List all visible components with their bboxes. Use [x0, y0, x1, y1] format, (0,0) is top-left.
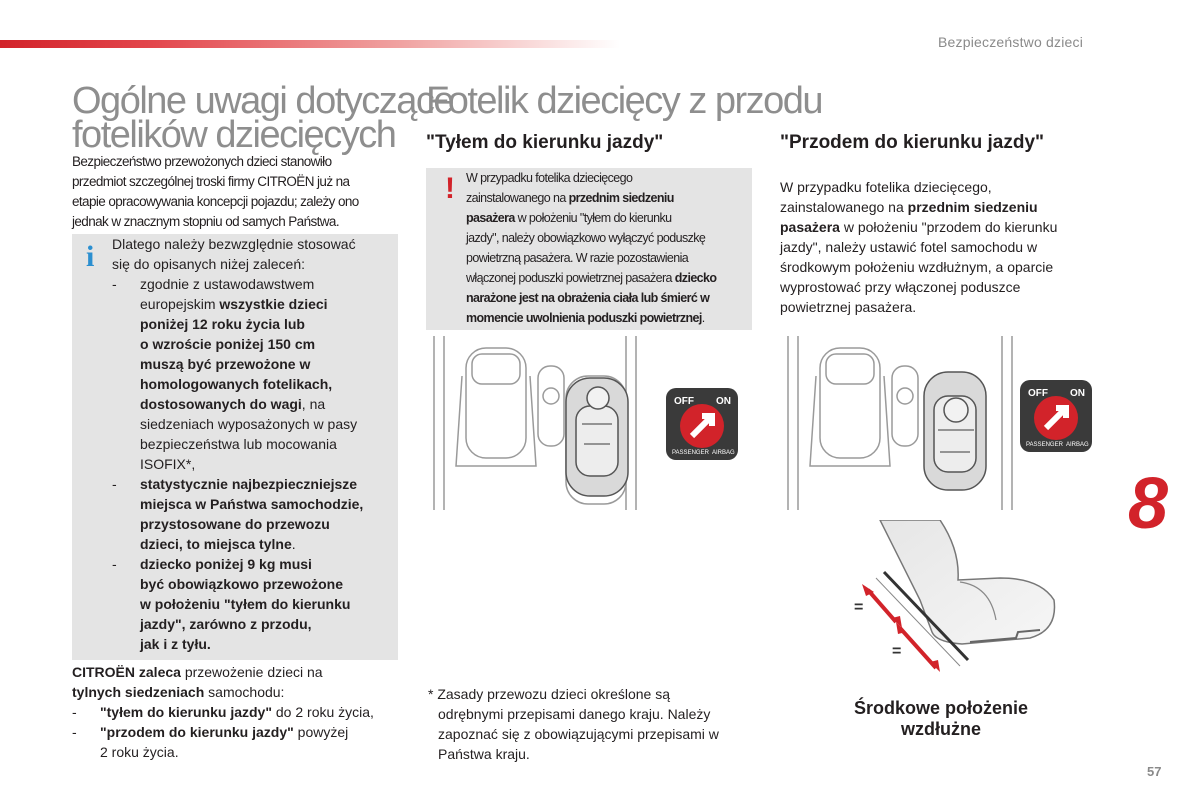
warning-text: W przypadku fotelika dziecięcego zainstalowanego na przednim siedzeniu pasażera w położeniu "tyłem do kierunku jazdy", należy obowiązkowo wyłączyć poduszkę powietrzną pasażera. W razie pozostawienia włączonej poduszki powietrznej pasażera dziecko narażone jest na obrażenia ciała lub śmierć w momencie uwolnienia poduszki powietrznej. [466, 171, 717, 325]
info-intro: Dlatego należy bezwzględnie stosować się do opisanych niżej zaleceń: [112, 236, 356, 272]
seat-position-caption: Środkowe położenie wzdłużne [853, 698, 1029, 739]
info-list-item: - dziecko poniżej 9 kg musi być obowiązkowo przewożone w położeniu "tyłem do kierunku jazdy", zarówno z przodu, jak i z tyłu. [112, 556, 351, 652]
rear-facing-seat-illustration [426, 336, 752, 510]
airbag-switch-front [1020, 380, 1092, 452]
warning-icon: ! [445, 172, 455, 205]
left-title-line2: fotelików dziecięcych [72, 114, 396, 156]
subtitle-rear-facing: "Tyłem do kierunku jazdy" [426, 132, 664, 153]
forward-facing-seat-illustration [780, 336, 1106, 510]
info-list-item: - zgodnie z ustawodawstwem europejskim wszystkie dzieci poniżej 12 roku życia lub o wzroście poniżej 150 cm muszą być przewożone w homologowanych fotelikach, dostosowanych do wagi, na siedzeniach wyposażonych w pasy bezpieczeństwa lub mocowania ISOFIX*, [112, 276, 358, 472]
svg-text:PASSENGER: PASSENGER [1026, 442, 1063, 448]
footnote: * Zasady przewozu dzieci określone są odrębnymi przepisami danego kraju. Należy zapoznać się z obowiązującymi przepisami w Państwa kraju. [428, 686, 719, 762]
svg-text:OFF: OFF [674, 396, 694, 407]
info-list-item: - statystycznie najbezpieczniejsze miejsca w Państwa samochodzie, przystosowane do przewozu dzieci, to miejsca tylne. [112, 476, 364, 552]
intro-paragraph: Bezpieczeństwo przewożonych dzieci stanowiło przedmiot szczególnej troski firmy CITROËN już na etapie opracowywania koncepcji pojazdu; zależy ono jednak w znacznym stopniu od samych Państwa. [72, 154, 359, 229]
left-title-line1: Ogólne uwagi dotyczące [72, 80, 454, 122]
svg-text:OFF: OFF [1028, 388, 1048, 399]
svg-text:ON: ON [1070, 388, 1085, 399]
section-title: Bezpieczeństwo dzieci [938, 34, 1084, 50]
svg-text:=: = [892, 643, 902, 660]
forward-facing-text: W przypadku fotelika dziecięcego, zainstalowanego na przednim siedzeniu pasażera w położeniu "przodem do kierunku jazdy", należy ustawić fotel samochodu w środkowym położeniu wzdłużnym, a oparcie wyprostować przy włączonej poduszce powietrznej pasażera. [780, 179, 1058, 315]
info-list [112, 274, 364, 654]
info-icon: i [86, 240, 95, 273]
header-accent-bar [0, 40, 620, 48]
svg-text:ON: ON [716, 396, 731, 407]
svg-text:=: = [854, 599, 864, 616]
recommendation: CITROËN zaleca przewożenie dzieci na tylnych siedzeniach samochodu: - "tyłem do kierunku jazdy" do 2 roku życia, - "przodem do kierunku jazdy" powyżej 2 roku życia. [72, 664, 374, 760]
svg-text:AIRBAG: AIRBAG [1066, 442, 1089, 448]
seat-position-illustration [840, 520, 1060, 682]
svg-text:AIRBAG: AIRBAG [712, 450, 735, 456]
page-number: 57 [1147, 764, 1162, 779]
chapter-number: 8 [1128, 464, 1169, 544]
subtitle-forward-facing: "Przodem do kierunku jazdy" [780, 132, 1045, 153]
airbag-switch-rear [666, 388, 738, 460]
middle-title: Fotelik dziecięcy z przodu [426, 80, 823, 122]
svg-text:PASSENGER: PASSENGER [672, 450, 709, 456]
